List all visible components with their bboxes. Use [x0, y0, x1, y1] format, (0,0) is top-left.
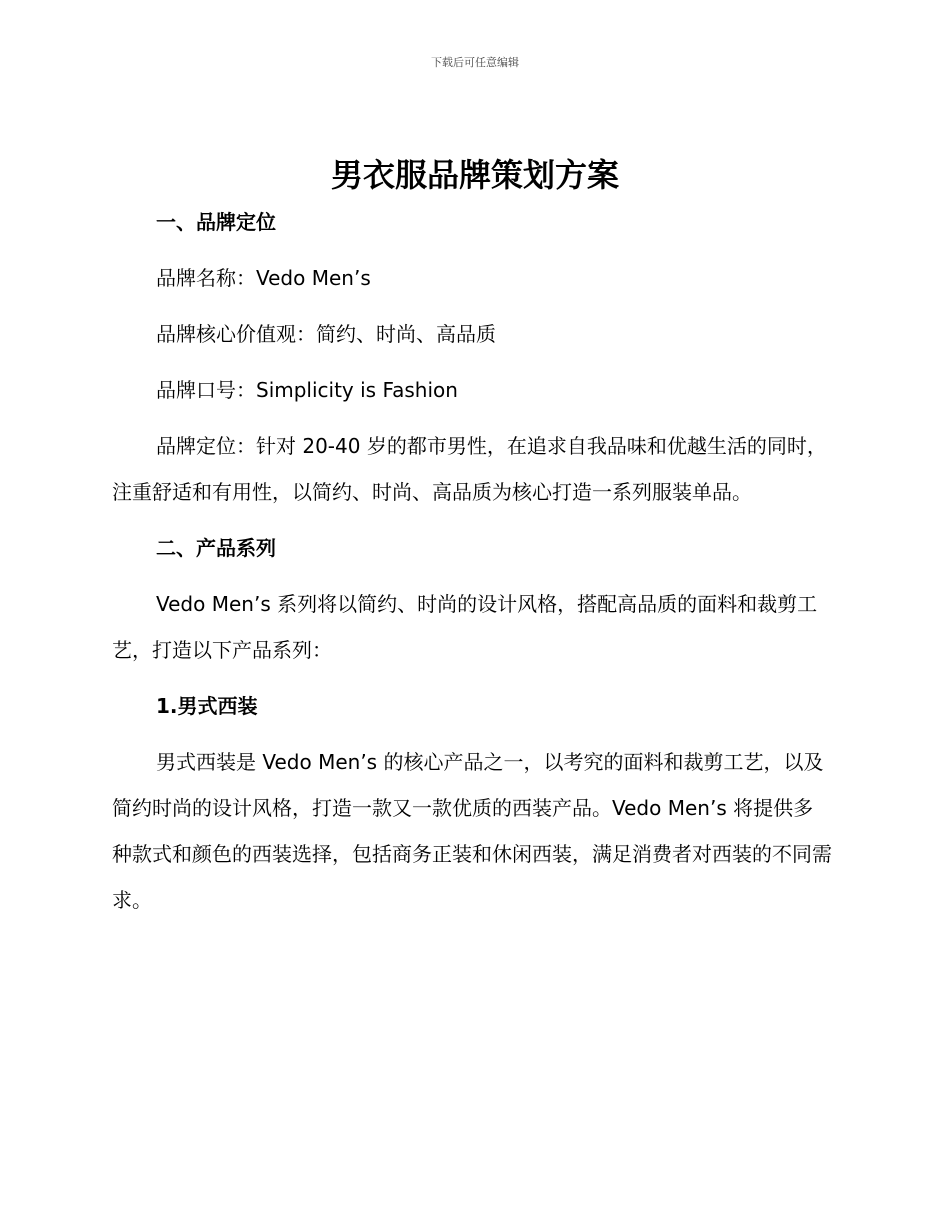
suits-paragraph: 男式西装是 Vedo Men’s 的核心产品之一，以考究的面料和裁剪工艺，以及简约时尚的设计风格，打造一款又一款优质的西装产品。Vedo Men’s 将提供多种款式和颜色的西装选择，包括商务正装和休闲西装，满足消费者对西装的不同需求。	[112, 750, 832, 912]
brand-name-paragraph: 品牌名称：Vedo Men’s	[156, 266, 371, 290]
section-heading-brand-positioning: 一、品牌定位	[156, 210, 276, 234]
section-heading-product-series: 二、产品系列	[156, 536, 276, 560]
core-values-paragraph: 品牌核心价值观：简约、时尚、高品质	[156, 322, 496, 346]
header-note: 下载后可任意编辑	[431, 56, 519, 69]
document-body	[112, 199, 832, 923]
positioning-paragraph: 品牌定位：针对 20-40 岁的都市男性，在追求自我品味和优越生活的同时，注重舒适和有用性，以简约、时尚、高品质为核心打造一系列服装单品。	[112, 434, 827, 504]
document-title: 男衣服品牌策划方案	[330, 156, 619, 194]
slogan-paragraph: 品牌口号：Simplicity is Fashion	[156, 378, 458, 402]
series-intro-paragraph: Vedo Men’s 系列将以简约、时尚的设计风格，搭配高品质的面料和裁剪工艺，打造以下产品系列：	[112, 592, 818, 662]
subsection-heading-suits: 1.男式西装	[156, 694, 258, 718]
